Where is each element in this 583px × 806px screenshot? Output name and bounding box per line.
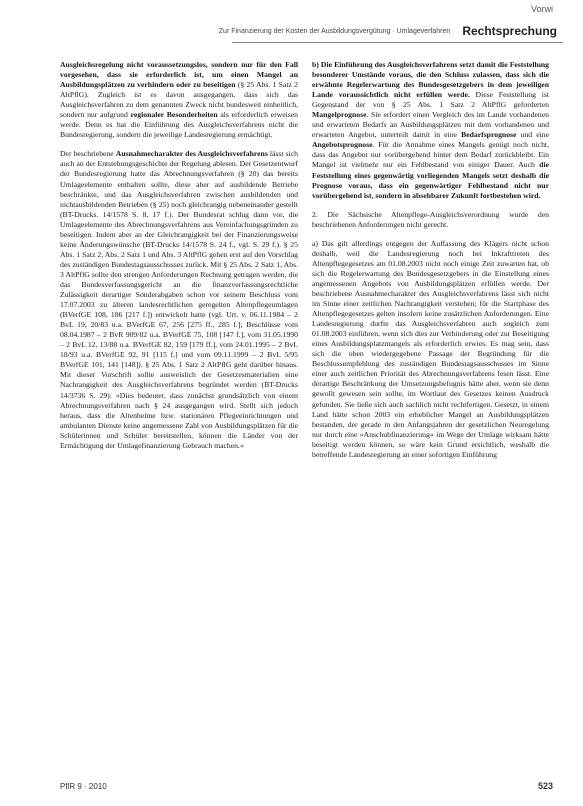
header-breadcrumb: Zur Finanzierung der Kosten der Ausbildungsvergütung · Umlageverfahren xyxy=(218,27,451,35)
bold-text: regionaler Besonderheiten xyxy=(130,110,218,120)
body-text: Der beschriebene xyxy=(60,149,116,159)
body-text: . Für die Annahme eines Mangels genügt noch nicht, dass das Angebot nur vorübergehend hinter dem Bedarf zurückbleibt. Ein Mangel ist vielmehr nur ein Fehlbestand von einiger Dauer. Auch xyxy=(312,140,549,170)
running-label: Vorwi xyxy=(530,4,553,14)
body-text: Diese Feststellung ist Gegenstand der von § 25 Abs. 1 Satz 2 AltPflG geforderten xyxy=(312,90,549,110)
right-column xyxy=(312,60,549,460)
paragraph xyxy=(312,239,549,460)
bold-text: Ausnahmecharakter des Ausgleichsverfahrens xyxy=(115,149,268,159)
body-text: . Sie erfordert einen Vergleich des im Lande vorhandenen und erwarteten Bedarfs an Ausbildungsplätzen mit dem vorhandenen und erwarteten Angebot, unterteilt damit in eine xyxy=(312,110,549,140)
bold-text: b) Die Einführung des Ausgleichsverfahrens setzt damit die Feststellung besonderer Umstände voraus, die den Schluss zulassen, dass sich die erwähnte Regelerwartung des Bundesgesetzgebers in dem jeweiligen Lande voraussichtlich nicht erfüllen werde. xyxy=(312,60,549,100)
body-text: und eine xyxy=(516,130,549,140)
body-text: a) Das gilt allerdings entgegen der Auffassung des Klägers nicht schon deshalb, weil die Landesregierung noch bei Inkrafttreten des Altenpflegegesetzes am 01.08.2003 nicht noch einige Zeit zuwarten hat, ob sich die Regelerwartung des Bundesgesetzgebers in die Einstellung eines angemessenen Angebots von Ausbildungsplätzen erfüllen werde. Der beschriebene Ausnahmecharakter des Ausgleichsverfahrens lässt sich nicht im Sinne einer zeitlichen Nachrangigkeit verstehen; für die Startphase des Altenpflegegesetzes gelten insofern keine zusätzlichen Anforderungen. Eine Landesregierung durfte das Ausgleichsverfahren auch sogleich zum 01.08.2003 einführen, wenn sich dies zur Verhinderung oder zur Beseitigung eines Ausbildungsplatzmangels als erforderlich erwies. Es mag sein, dass sich die oben wiedergegebene Passage der Begründung für die Beschlussempfehlung des zuständigen Bundestagsausschusses im Sinne einer auch zeitlichen Priorität des Abrechnungsverfahrens lesen lässt. Eine derartige Beschränkung der Umsetzungsbefugnis hätte aber, wenn sie denn gewollt gewesen sein sollte, im Wortlaut des Gesetzes keinen Ausdruck gefunden. Sie ließe sich auch sachlich nicht rechtfertigen. Gesetzt, in einem Land hätte schon 2003 ein erheblicher Mangel an Ausbildungsplätzen bestanden, der gerade in den Anfangsjahren der gesetzlichen Neuregelung nur durch eine »Anschubfinanzierung« im Wege der Umlage wirksam hätte beseitigt werden können, so wäre kein Grund ersichtlich, weshalb die betreffende Landesregierung an einer sofortigen Einführung xyxy=(312,238,549,459)
bold-text: Ausgleichsregelung nicht voraussetzungslos, sondern nur für den Fall vorgesehen, dass sie erforderlich ist, um einen Mangel an Ausbildungsplätzen zu verhindern oder zu beseitigen xyxy=(60,60,298,90)
left-column xyxy=(60,60,298,451)
paragraph xyxy=(60,149,298,450)
bold-text: Angebotsprognose xyxy=(312,140,373,150)
page-number: 523 xyxy=(537,781,553,791)
journal-issue: PflR 9 · 2010 xyxy=(60,781,107,791)
body-text: (§ 25 Abs. 1 Satz 2 AltPflG). Zugleich ist es davon ausgegangen, dass sich das Ausgleichsverfahren zu dem genannten Zweck nicht bundesweit einheitlich, sondern nur aufgrund xyxy=(60,80,298,120)
paragraph xyxy=(60,60,298,140)
bold-text: Bedarfsprognose xyxy=(461,130,517,140)
paragraph xyxy=(312,210,549,230)
section-title: Rechtsprechung xyxy=(462,24,557,38)
bold-text: die Feststellung eines gegenwärtig vorliegenden Mangels setzt deshalb die Prognose voraus, dass ein gegenwärtiger Fehlbestand nicht nur vorübergehend ist, sondern in absehbarer Zukunft fortbestehen wird. xyxy=(312,160,549,200)
body-text: 2. Die Sächsische Altenpflege-Ausgleichsverordnung wurde den beschriebenen Anforderungen nicht gerecht. xyxy=(312,209,549,229)
paragraph xyxy=(312,60,549,201)
body-text: als erforderlich erweisen werde. Denn es hat die Einführung des Ausgleichsverfahrens nicht die Bundesregierung, sondern die jeweilige Landesregierung ermächtigt. xyxy=(60,110,299,140)
body-text: ). § 25 Abs. 1 Satz 2 AltPflG geht darüber hinaus. Mit dieser Vorschrift sollte ausweislich der Gesetzesmaterialien eine Nachrangigkeit des Ausgleichsverfahrens begründet werden (BT-Drucks 14/3736 S. 29): »Dies bedeutet, dass zunächst grundsätzlich von einem Abrechnungsverfahren nach § 24 ausgegangen wird. Stellt sich jedoch heraus, dass die Altenheime bzw. stationären Pflegeeinrichtungen und ambulanten Dienste keine angemessene Zahl von Ausbildungsplätzen für die Schülerinnen und Schüler bereitstellen, können die Länder von der Ermächtigung der Umlagefinanzierung Gebrauch machen.« xyxy=(60,360,298,450)
body-text: vgl. Urt. v. 06.11.1984 – 2 BvL 19, 20/83 u.a. BVerfGE 67, 256 [275 ff., 285 f.]; Beschlüsse vom 08.04.1987 – 2 BvR 909/82 u.a. BVerfGE 75, 108 [147 f.], vom 31.05.1990 – 2 BvL 12, 13/88 u.a. BVerfGE 82, 159 [179 ff.], vom 24.01.1995 – 2 BvL 18/93 u.a. BVerfGE 92, 91 [115 f.] und vom 09.11.1999 – 2 BvL 5/95 BVerfGE 101, 141 [148] xyxy=(60,310,298,370)
body-text: lässt sich auch an der Entstehungsgeschichte der Regelung ablesen. Der Gesetzentwurf der Bundesregierung hatte das Abrechnungsverfahren (§ 20) das bereits Umlageelemente enthalten sollte, diese aber auf ausbildende Betriebe beschränkte, und das Ausgleichsverfahren zwischen ausbildenden und nichtausbildenden Betrieben (§ 25) noch gleichrangig nebeneinander gestellt (BT-Drucks. 14/1578 S. 8, 17 f.). Der Bundesrat schlug dann vor, die Umlageelemente des Abrechnungsverfahrens aus Vereinfachungsgründen zu beseitigen. Indem aber an der Gleichrangigkeit bei der Finanzierungsweise keine Änderungswünsche (BT-Drucks 14/1578 S. 24 f., vgl. S. 29 f.). § 25 Abs. 1 Satz 2, Abs. 2 Satz 1 und Abs. 3 AltPflG gehen erst auf den Vorschlag des zuständigen Bundestagsausschusses zurück. Mit § 25 Abs. 2 Satz 1, Abs. 3 AltPflG sollte den strengen Anforderungen Rechnung getragen werden, die das Bundesverfassungsgericht an die finanzverfassungsrechtliche Zulässigkeit derartiger Sonderabgaben schon vor seinem Beschluss vom 17.07.2003 zu älteren landesrechtlichen geregelten Altenpflegeumlagen (BVerfGE 108, 186 [217 f.]) entwickelt hatte ( xyxy=(60,149,298,320)
bold-text: Mangelprognose xyxy=(312,110,367,120)
page-footer xyxy=(60,780,553,792)
page-header xyxy=(218,20,563,43)
